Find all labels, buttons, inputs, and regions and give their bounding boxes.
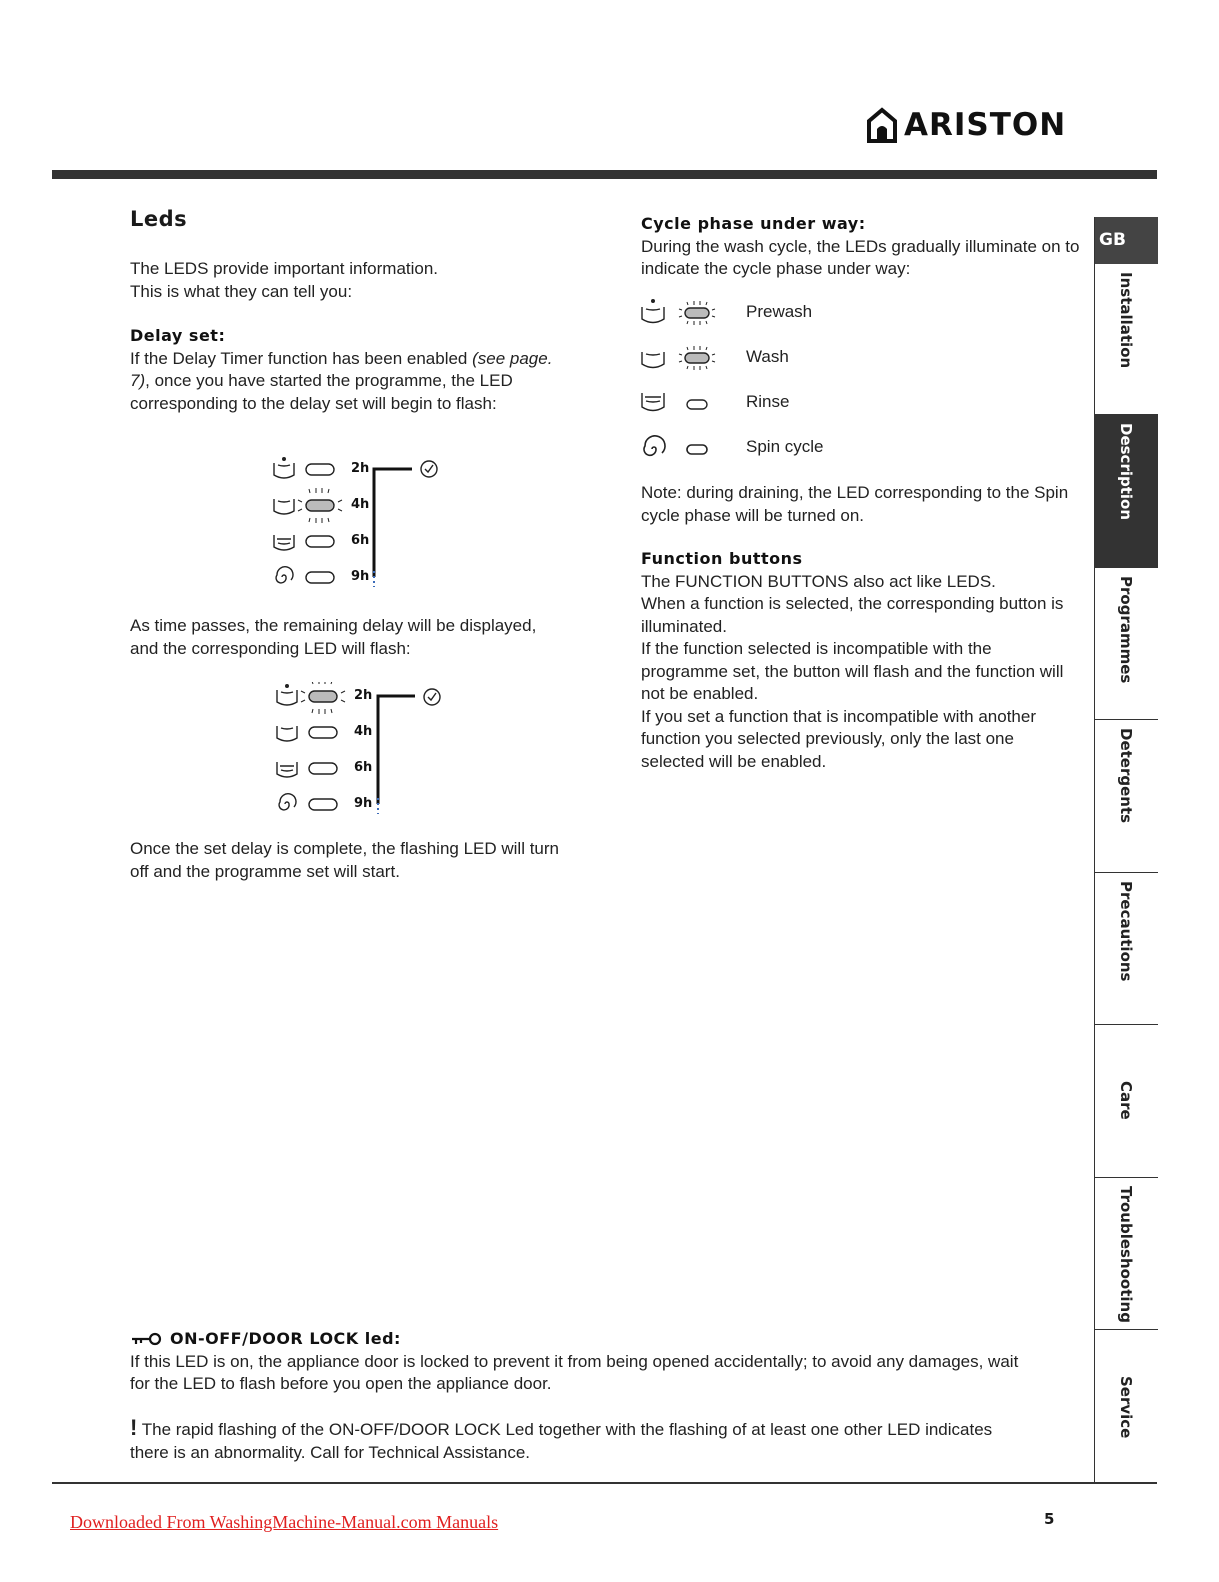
phase-label-rinse: Rinse: [746, 392, 790, 411]
phase-row-wash: [640, 342, 789, 372]
phase-row-prewash: [640, 297, 813, 327]
remaining-led-9h: [309, 799, 337, 810]
prewash-dot: [283, 458, 286, 461]
timer-icon: [424, 689, 440, 705]
section-sidebar: [1094, 217, 1158, 1483]
page-number: 5: [1044, 1510, 1055, 1528]
delay-led-9h: [306, 572, 334, 583]
cycle-heading: Cycle phase under way:: [641, 214, 866, 233]
phase-label-wash: Wash: [746, 347, 789, 366]
tab-precautions[interactable]: Precautions: [1095, 873, 1158, 1025]
delay-text: If the Delay Timer function has been enabled (see page. 7), once you have started the programme, the LED corresponding to the delay set will begin to flash:: [130, 348, 553, 413]
prewash-icon: [274, 463, 294, 478]
phase-row-spin: [640, 432, 824, 462]
time-passes-text: As time passes, the remaining delay will be displayed, and the corresponding LED will flash:: [130, 616, 537, 658]
spin-icon: [279, 794, 296, 810]
wash-icon: [277, 726, 297, 741]
brand-logo: [866, 106, 1066, 144]
tab-troubleshooting[interactable]: Troubleshooting: [1095, 1178, 1158, 1330]
prewash-dot: [286, 685, 289, 688]
warning-icon: !: [130, 1415, 138, 1440]
tab-detergents[interactable]: Detergents: [1095, 720, 1158, 873]
remaining-led-2h: [309, 691, 337, 702]
house-logo-icon: [866, 107, 898, 143]
delay-led-2h: [306, 464, 334, 475]
prewash-icon: [277, 690, 297, 705]
remaining-label-4h: 4h: [354, 724, 373, 739]
wash-icon: [274, 499, 294, 514]
prewash-icon: [642, 307, 664, 323]
phase-label-spin: Spin cycle: [746, 437, 824, 456]
delay-label-4h: 4h: [351, 497, 370, 512]
remaining-label-6h: 6h: [354, 760, 373, 775]
draining-note: Note: during draining, the LED corresponding to the Spin cycle phase will be turned on.: [641, 483, 1069, 525]
footer-rule: [52, 1482, 1157, 1484]
spin-led: [687, 445, 707, 454]
tab-description[interactable]: Description: [1095, 415, 1158, 568]
warning-text: ! The rapid flashing of the ON-OFF/DOOR LOCK Led together with the flashing of at least one other LED indicates there is an abnormality. Call for Technical Assistance.: [130, 1415, 993, 1462]
cycle-text: During the wash cycle, the LEDs gradually illuminate on to indicate the cycle phase under way:: [641, 236, 1080, 278]
delay-led-4h: [306, 500, 334, 511]
delay-led-6h: [306, 536, 334, 547]
intro-text: The LEDS provide important information. This is what they can tell you:: [130, 259, 439, 301]
phase-label-prewash: Prewash: [746, 302, 813, 321]
delay-bracket: [374, 469, 412, 577]
tab-programmes[interactable]: Programmes: [1095, 568, 1158, 720]
download-source-link[interactable]: Downloaded From WashingMachine-Manual.com Manuals: [70, 1512, 499, 1532]
rinse-icon: [277, 762, 297, 777]
timer-icon: [421, 461, 437, 477]
rinse-icon: [274, 535, 294, 550]
tab-service[interactable]: Service: [1117, 1376, 1135, 1439]
door-lock-section: [130, 1328, 1030, 1396]
phase-row-rinse: [640, 387, 790, 417]
remaining-led-6h: [309, 763, 337, 774]
delay-label-6h: 6h: [351, 533, 370, 548]
prewash-led: [685, 308, 709, 318]
key-icon: [130, 1331, 166, 1347]
rinse-led: [687, 400, 707, 409]
language-badge: GB: [1095, 217, 1158, 264]
page-title: Leds: [130, 207, 188, 231]
delay-heading: Delay set:: [130, 326, 226, 345]
brand-name: ARISTON: [904, 107, 1067, 143]
function-section: Function buttons The FUNCTION BUTTONS also act like LEDS. When a function is selected, the corresponding button is illuminated. If the function selected is incompatible with the programme set, the button will flash and the function will not be enabled. If you set a function that is incompatible with another function you selected previously, only the last one selected will be enabled.: [641, 548, 1081, 773]
wash-led: [685, 353, 709, 363]
delay-diagram-remaining: [265, 682, 465, 817]
door-lock-heading: ON-OFF/DOOR LOCK led:: [170, 1329, 401, 1348]
rinse-icon: [642, 393, 664, 411]
spin-icon: [276, 567, 293, 583]
spin-icon: [644, 436, 665, 455]
remaining-label-2h: 2h: [354, 688, 373, 703]
door-lock-text: If this LED is on, the appliance door is locked to prevent it from being opened accidentally; to avoid any damages, wait for the LED to flash before you open the appliance door.: [130, 1351, 1019, 1393]
tab-installation[interactable]: Installation: [1095, 264, 1158, 415]
delay-diagram-set: [262, 455, 462, 590]
delay-label-2h: 2h: [351, 461, 370, 476]
cycle-section: [641, 213, 1081, 281]
wash-icon: [642, 352, 664, 368]
remaining-led-4h: [309, 727, 337, 738]
delay-section: [130, 325, 570, 415]
function-heading: Function buttons: [641, 549, 803, 568]
delay-label-9h: 9h: [351, 569, 370, 584]
tab-care[interactable]: Care: [1095, 1025, 1158, 1178]
delay-complete-text: Once the set delay is complete, the flashing LED will turn off and the programme set will start.: [130, 839, 559, 881]
header-rule: [52, 170, 1157, 179]
remaining-bracket: [378, 696, 415, 804]
remaining-label-9h: 9h: [354, 796, 373, 811]
